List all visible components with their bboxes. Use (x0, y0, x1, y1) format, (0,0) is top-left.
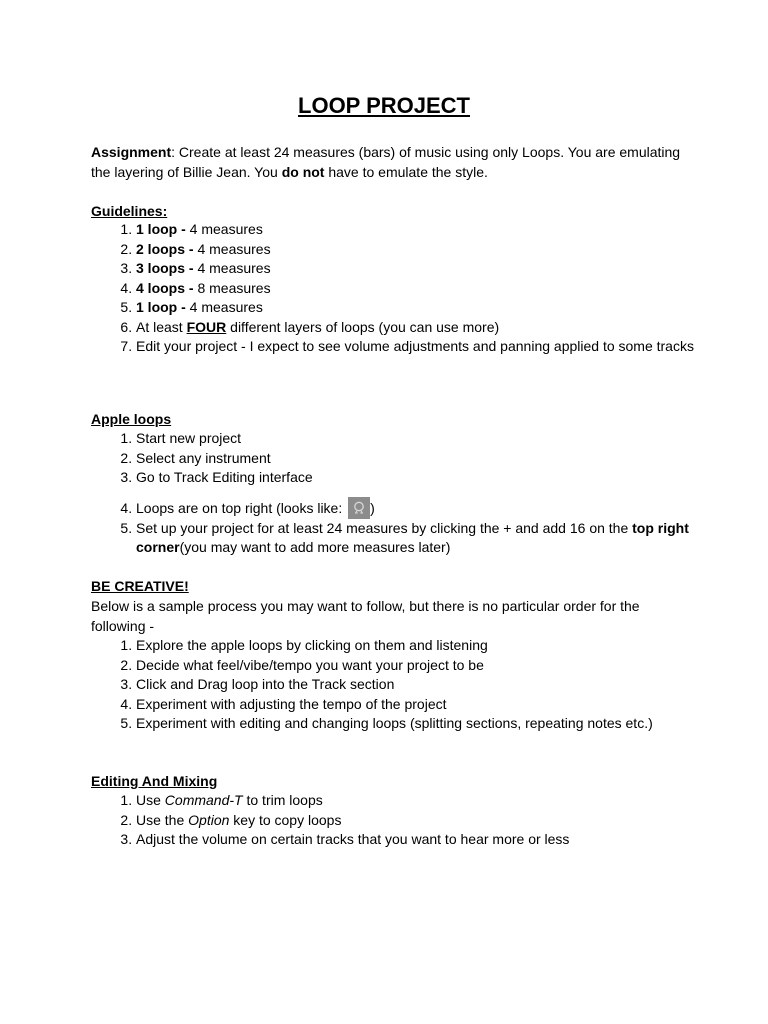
assignment-emphasis: do not (281, 163, 325, 180)
item-bold: 2 loops - (136, 240, 198, 257)
list-item (136, 429, 716, 449)
list-item (136, 220, 716, 240)
list-item (136, 830, 716, 850)
item-text: different layers of loops (you can use more) (226, 318, 500, 335)
list-item (136, 337, 716, 357)
assignment-paragraph (91, 143, 691, 182)
item-text: 4 measures (197, 240, 271, 257)
item-bold: 1 loop - (136, 221, 190, 237)
list-item: 4. Experiment with adjusting the tempo of the project (136, 695, 716, 715)
list-item (136, 240, 716, 260)
apple-loops-heading: Apple loops (91, 411, 172, 427)
page-title: LOOP PROJECT (298, 93, 470, 118)
be-creative-intro: Below is a sample process you may want to follow, but there is no particular order for the following - (91, 598, 640, 634)
list-item (136, 519, 716, 558)
list-item (136, 318, 716, 338)
list-item (136, 449, 716, 469)
item-bold: 4 loops - (136, 279, 198, 296)
list-item (136, 468, 716, 488)
list-item (136, 298, 716, 318)
list-item: 1. Explore the apple loops by clicking on them and listening (136, 636, 716, 656)
item-italic: Command-T (164, 792, 243, 808)
list-item: 3. Click and Drag loop into the Track section (136, 675, 716, 695)
list-item: 5. Experiment with editing and changing loops (splitting sections, repeating notes etc.) (136, 714, 716, 734)
item-text: to trim loops (242, 792, 323, 808)
item-text: Go to Track Editing interface (136, 469, 313, 485)
editing-mixing-list (91, 791, 716, 850)
assignment-text-1: : Create at least 24 measures (bars) of music using only Loops. You are emulating the layering of Billie Jean. You (91, 144, 681, 180)
item-text: (you may want to add more measures later) (179, 539, 451, 555)
loop-browser-icon (348, 497, 370, 519)
item-text: Adjust the volume on certain tracks that you want to hear more or less (136, 831, 570, 847)
item-text: Use the (136, 811, 189, 828)
guidelines-list (91, 220, 716, 357)
item-text: 4 measures (197, 260, 271, 276)
item-text: Edit your project - I expect to see volume adjustments and panning applied to some tracks (136, 338, 694, 354)
item-bold: 3 loops - (136, 260, 198, 276)
item-text: 8 measures (197, 279, 271, 296)
item-text: ) (370, 499, 375, 516)
item-text: Start new project (136, 430, 242, 446)
guidelines-heading: Guidelines: (91, 203, 168, 219)
item-emphasis: FOUR (186, 318, 227, 335)
list-item (136, 497, 716, 519)
assignment-label: Assignment (91, 144, 172, 160)
list-item (136, 279, 716, 299)
be-creative-list (91, 636, 716, 734)
list-item (136, 259, 716, 279)
assignment-text-2: have to emulate the style. (324, 163, 488, 180)
item-text: Use (136, 792, 165, 808)
item-text: 4 measures (189, 299, 263, 315)
editing-mixing-heading: Editing And Mixing (91, 773, 218, 789)
item-text: 4 measures (189, 221, 263, 237)
item-italic: Option (188, 811, 230, 828)
item-text: Loops are on top right (looks like: (136, 499, 347, 516)
item-text: At least (136, 318, 187, 335)
list-item (136, 811, 716, 831)
item-text: Select any instrument (136, 449, 271, 466)
be-creative-heading: BE CREATIVE! (91, 578, 189, 594)
apple-loops-list (91, 429, 716, 558)
list-item: 2. Decide what feel/vibe/tempo you want your project to be (136, 656, 716, 676)
list-item (136, 791, 716, 811)
item-bold: top right corner (136, 519, 689, 555)
item-bold: 1 loop - (136, 299, 190, 315)
item-text: key to copy loops (229, 811, 342, 828)
item-text: Set up your project for at least 24 measures by clicking the + and add 16 on the (136, 519, 633, 536)
